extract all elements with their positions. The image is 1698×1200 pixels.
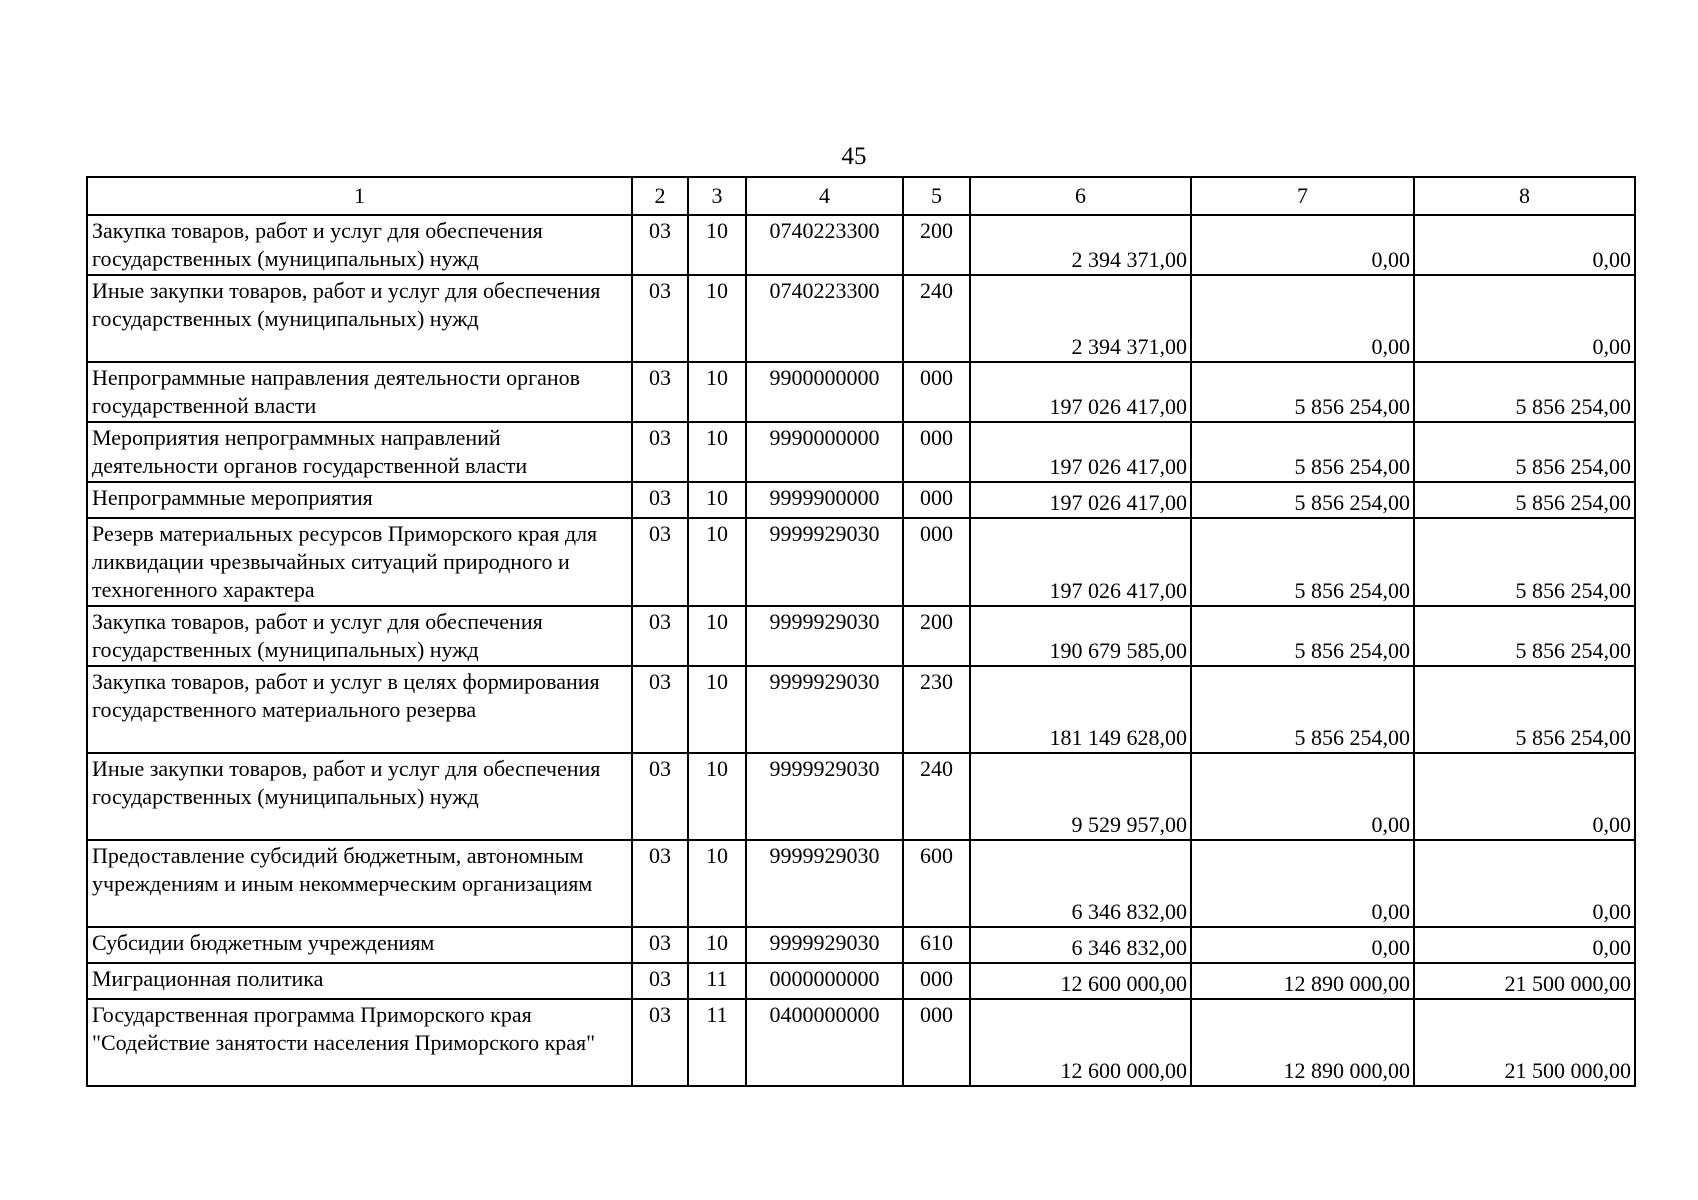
expense-type-cell: 230 bbox=[903, 666, 970, 753]
target-article-cell: 9999929030 bbox=[746, 518, 903, 606]
row-name-cell: Резерв материальных ресурсов Приморского края для ликвидации чрезвычайных ситуаций природного и техногенного характера bbox=[87, 518, 632, 606]
amount-col7-cell: 0,00 bbox=[1191, 927, 1414, 963]
amount-col7-cell: 5 856 254,00 bbox=[1191, 362, 1414, 422]
amount-col7-cell: 5 856 254,00 bbox=[1191, 422, 1414, 482]
section-cell: 03 bbox=[632, 606, 688, 666]
column-header-5: 5 bbox=[903, 177, 970, 215]
amount-col8-cell: 0,00 bbox=[1414, 215, 1635, 275]
column-header-4: 4 bbox=[746, 177, 903, 215]
row-name-cell: Миграционная политика bbox=[87, 963, 632, 999]
amount-col6-cell: 6 346 832,00 bbox=[970, 927, 1191, 963]
column-header-7: 7 bbox=[1191, 177, 1414, 215]
row-name-cell: Субсидии бюджетным учреждениям bbox=[87, 927, 632, 963]
column-header-1: 1 bbox=[87, 177, 632, 215]
row-name-cell: Закупка товаров, работ и услуг для обеспечения государственных (муниципальных) нужд bbox=[87, 606, 632, 666]
amount-col6-cell: 197 026 417,00 bbox=[970, 362, 1191, 422]
amount-col8-cell: 5 856 254,00 bbox=[1414, 518, 1635, 606]
subsection-cell: 10 bbox=[688, 275, 746, 362]
expense-type-cell: 200 bbox=[903, 606, 970, 666]
amount-col6-cell: 6 346 832,00 bbox=[970, 840, 1191, 927]
expense-type-cell: 000 bbox=[903, 963, 970, 999]
page-number: 45 bbox=[841, 143, 867, 170]
amount-col6-cell: 2 394 371,00 bbox=[970, 275, 1191, 362]
subsection-cell: 10 bbox=[688, 482, 746, 518]
section-cell: 03 bbox=[632, 963, 688, 999]
column-header-2: 2 bbox=[632, 177, 688, 215]
amount-col8-cell: 21 500 000,00 bbox=[1414, 999, 1635, 1086]
column-header-3: 3 bbox=[688, 177, 746, 215]
section-cell: 03 bbox=[632, 999, 688, 1086]
amount-col7-cell: 5 856 254,00 bbox=[1191, 606, 1414, 666]
subsection-cell: 11 bbox=[688, 963, 746, 999]
expense-type-cell: 000 bbox=[903, 422, 970, 482]
column-header-8: 8 bbox=[1414, 177, 1635, 215]
column-header-6: 6 bbox=[970, 177, 1191, 215]
expense-type-cell: 600 bbox=[903, 840, 970, 927]
subsection-cell: 10 bbox=[688, 840, 746, 927]
amount-col7-cell: 0,00 bbox=[1191, 275, 1414, 362]
subsection-cell: 10 bbox=[688, 753, 746, 840]
row-name-cell: Мероприятия непрограммных направлений деятельности органов государственной власти bbox=[87, 422, 632, 482]
subsection-cell: 10 bbox=[688, 927, 746, 963]
amount-col6-cell: 197 026 417,00 bbox=[970, 482, 1191, 518]
table-row bbox=[87, 963, 1635, 999]
expense-type-cell: 240 bbox=[903, 275, 970, 362]
section-cell: 03 bbox=[632, 422, 688, 482]
amount-col7-cell: 0,00 bbox=[1191, 840, 1414, 927]
subsection-cell: 10 bbox=[688, 362, 746, 422]
target-article-cell: 9999929030 bbox=[746, 840, 903, 927]
table-row bbox=[87, 753, 1635, 840]
section-cell: 03 bbox=[632, 215, 688, 275]
amount-col6-cell: 181 149 628,00 bbox=[970, 666, 1191, 753]
amount-col6-cell: 2 394 371,00 bbox=[970, 215, 1191, 275]
row-name-cell: Закупка товаров, работ и услуг в целях формирования государственного материального резерва bbox=[87, 666, 632, 753]
table-row bbox=[87, 422, 1635, 482]
subsection-cell: 11 bbox=[688, 999, 746, 1086]
table-row bbox=[87, 606, 1635, 666]
subsection-cell: 10 bbox=[688, 666, 746, 753]
section-cell: 03 bbox=[632, 753, 688, 840]
expense-type-cell: 000 bbox=[903, 999, 970, 1086]
subsection-cell: 10 bbox=[688, 215, 746, 275]
budget-table bbox=[86, 176, 1636, 1087]
target-article-cell: 9999929030 bbox=[746, 927, 903, 963]
section-cell: 03 bbox=[632, 927, 688, 963]
amount-col8-cell: 5 856 254,00 bbox=[1414, 606, 1635, 666]
amount-col8-cell: 0,00 bbox=[1414, 275, 1635, 362]
row-name-cell: Непрограммные направления деятельности органов государственной власти bbox=[87, 362, 632, 422]
table-row bbox=[87, 482, 1635, 518]
amount-col6-cell: 197 026 417,00 bbox=[970, 422, 1191, 482]
subsection-cell: 10 bbox=[688, 422, 746, 482]
target-article-cell: 0740223300 bbox=[746, 275, 903, 362]
amount-col8-cell: 0,00 bbox=[1414, 753, 1635, 840]
table-row bbox=[87, 362, 1635, 422]
amount-col8-cell: 5 856 254,00 bbox=[1414, 362, 1635, 422]
target-article-cell: 9999929030 bbox=[746, 753, 903, 840]
section-cell: 03 bbox=[632, 666, 688, 753]
row-name-cell: Иные закупки товаров, работ и услуг для обеспечения государственных (муниципальных) нужд bbox=[87, 753, 632, 840]
amount-col6-cell: 197 026 417,00 bbox=[970, 518, 1191, 606]
expense-type-cell: 000 bbox=[903, 362, 970, 422]
target-article-cell: 9990000000 bbox=[746, 422, 903, 482]
row-name-cell: Государственная программа Приморского края "Содействие занятости населения Приморского края" bbox=[87, 999, 632, 1086]
target-article-cell: 0740223300 bbox=[746, 215, 903, 275]
target-article-cell: 9999900000 bbox=[746, 482, 903, 518]
expense-type-cell: 200 bbox=[903, 215, 970, 275]
table-row bbox=[87, 518, 1635, 606]
table-row bbox=[87, 840, 1635, 927]
amount-col8-cell: 5 856 254,00 bbox=[1414, 422, 1635, 482]
amount-col8-cell: 5 856 254,00 bbox=[1414, 666, 1635, 753]
target-article-cell: 9900000000 bbox=[746, 362, 903, 422]
table-row bbox=[87, 666, 1635, 753]
expense-type-cell: 000 bbox=[903, 482, 970, 518]
table-row bbox=[87, 215, 1635, 275]
row-name-cell: Предоставление субсидий бюджетным, автономным учреждениям и иным некоммерческим организациям bbox=[87, 840, 632, 927]
amount-col7-cell: 0,00 bbox=[1191, 215, 1414, 275]
target-article-cell: 9999929030 bbox=[746, 606, 903, 666]
table-row bbox=[87, 927, 1635, 963]
subsection-cell: 10 bbox=[688, 518, 746, 606]
section-cell: 03 bbox=[632, 482, 688, 518]
section-cell: 03 bbox=[632, 840, 688, 927]
row-name-cell: Иные закупки товаров, работ и услуг для обеспечения государственных (муниципальных) нужд bbox=[87, 275, 632, 362]
amount-col6-cell: 12 600 000,00 bbox=[970, 999, 1191, 1086]
section-cell: 03 bbox=[632, 518, 688, 606]
expense-type-cell: 000 bbox=[903, 518, 970, 606]
amount-col6-cell: 12 600 000,00 bbox=[970, 963, 1191, 999]
header-row bbox=[87, 177, 1635, 215]
table-row bbox=[87, 275, 1635, 362]
target-article-cell: 0400000000 bbox=[746, 999, 903, 1086]
amount-col7-cell: 5 856 254,00 bbox=[1191, 666, 1414, 753]
expense-type-cell: 240 bbox=[903, 753, 970, 840]
row-name-cell: Непрограммные мероприятия bbox=[87, 482, 632, 518]
amount-col7-cell: 5 856 254,00 bbox=[1191, 482, 1414, 518]
amount-col6-cell: 190 679 585,00 bbox=[970, 606, 1191, 666]
amount-col7-cell: 0,00 bbox=[1191, 753, 1414, 840]
amount-col6-cell: 9 529 957,00 bbox=[970, 753, 1191, 840]
row-name-cell: Закупка товаров, работ и услуг для обеспечения государственных (муниципальных) нужд bbox=[87, 215, 632, 275]
amount-col7-cell: 12 890 000,00 bbox=[1191, 963, 1414, 999]
target-article-cell: 9999929030 bbox=[746, 666, 903, 753]
amount-col8-cell: 5 856 254,00 bbox=[1414, 482, 1635, 518]
amount-col8-cell: 21 500 000,00 bbox=[1414, 963, 1635, 999]
table-row bbox=[87, 999, 1635, 1086]
amount-col8-cell: 0,00 bbox=[1414, 840, 1635, 927]
target-article-cell: 0000000000 bbox=[746, 963, 903, 999]
section-cell: 03 bbox=[632, 362, 688, 422]
section-cell: 03 bbox=[632, 275, 688, 362]
amount-col8-cell: 0,00 bbox=[1414, 927, 1635, 963]
subsection-cell: 10 bbox=[688, 606, 746, 666]
amount-col7-cell: 5 856 254,00 bbox=[1191, 518, 1414, 606]
amount-col7-cell: 12 890 000,00 bbox=[1191, 999, 1414, 1086]
expense-type-cell: 610 bbox=[903, 927, 970, 963]
